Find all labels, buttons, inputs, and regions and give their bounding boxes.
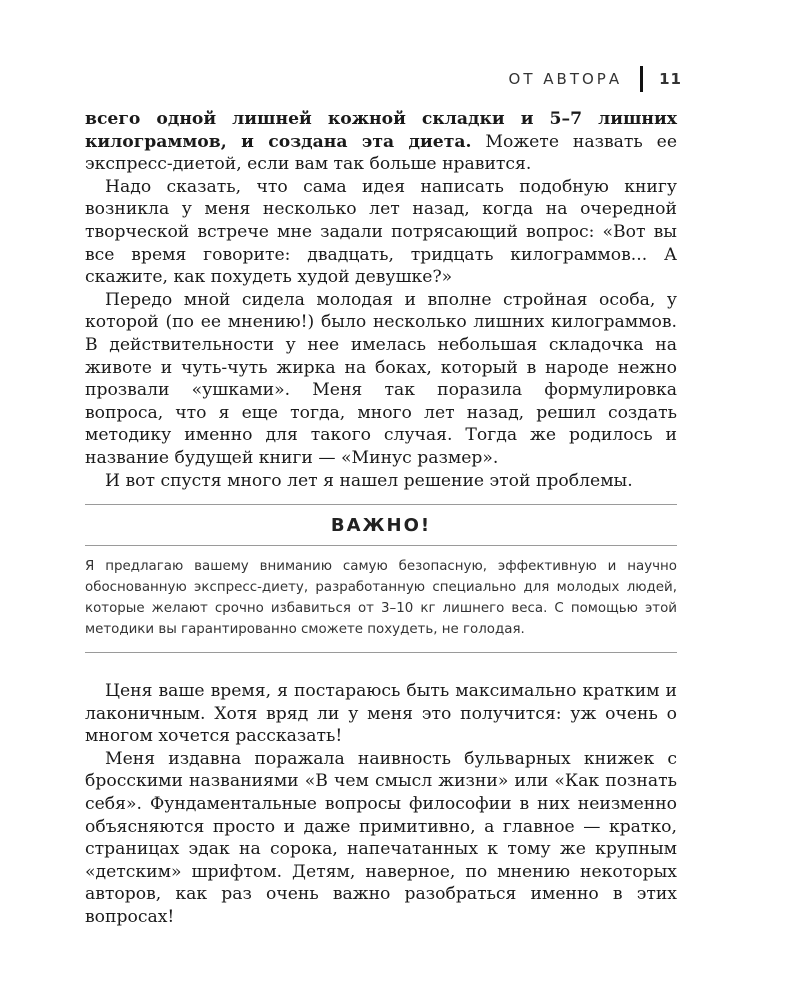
paragraph-1	[85, 108, 677, 176]
top-text-block	[85, 108, 677, 492]
page-number: 11	[659, 70, 682, 88]
paragraph-1-bold: всего одной лишней кожной складки и 5–7 лишних килограммов, и создана эта диета.	[85, 109, 677, 152]
callout-text: Я предлагаю вашему вниманию самую безопасную, эффективную и научно обоснованную экспресс-диету, разработанную специально для молодых людей, которые желают срочно избавиться от 3–10 кг лишнего веса. С помощью этой методики вы гарантированно сможете похудеть, не голодая.	[85, 559, 677, 637]
paragraph-1-rest: Можете назвать ее экспресс-диетой, если вам так больше нравится.	[85, 131, 677, 175]
callout-title-rule	[85, 545, 677, 546]
paragraph-5: Ценя ваше время, я постараюсь быть максимально кратким и лаконичным. Хотя вряд ли у меня это получится: уж очень о многом хочется рассказать!	[85, 681, 677, 747]
callout-title: ВАЖНО!	[330, 515, 432, 536]
paragraph-2: Надо сказать, что сама идея написать подобную книгу возникла у меня несколько лет назад, когда на очередной творческой встрече мне задали потрясающий вопрос: «Вот вы все время говорите: двадцать, тридцать килограммов... А скажите, как похудеть худой девушке?»	[85, 176, 677, 288]
section-title: ОТ АВТОРА	[508, 70, 623, 88]
paragraph-3: Передо мной сидела молодая и вполне стройная особа, у которой (по ее мнению!) было несколько лишних килограммов. В действительности у нее имелась небольшая складочка на животе и чуть-чуть жирка на боках, который в народе нежно прозвали «ушками». Меня так поразила формулировка вопроса, что я еще тогда, много лет назад, решил создать методику именно для такого случая. Тогда же родилось и название будущей книги — «Минус размер».	[85, 289, 677, 468]
header-separator	[640, 66, 643, 92]
callout-bottom-rule	[85, 652, 677, 653]
bottom-text-block	[85, 680, 677, 929]
paragraph-6: Меня издавна поражала наивность бульварных книжек с бросскими названиями «В чем смысл жизни» или «Как познать себя». Фундаментальные вопросы философии в них неизменно объясняются просто и даже примитивно, а главное — кратко, страницах эдак на сорока, напечатанных к тому же крупным «детским» шрифтом. Детям, наверное, по мнению некоторых авторов, как раз очень важно разобраться именно в этих вопросах!	[85, 748, 677, 927]
paragraph-4: И вот спустя много лет я нашел решение этой проблемы.	[105, 470, 633, 491]
important-callout	[85, 504, 677, 653]
running-header	[509, 66, 682, 92]
